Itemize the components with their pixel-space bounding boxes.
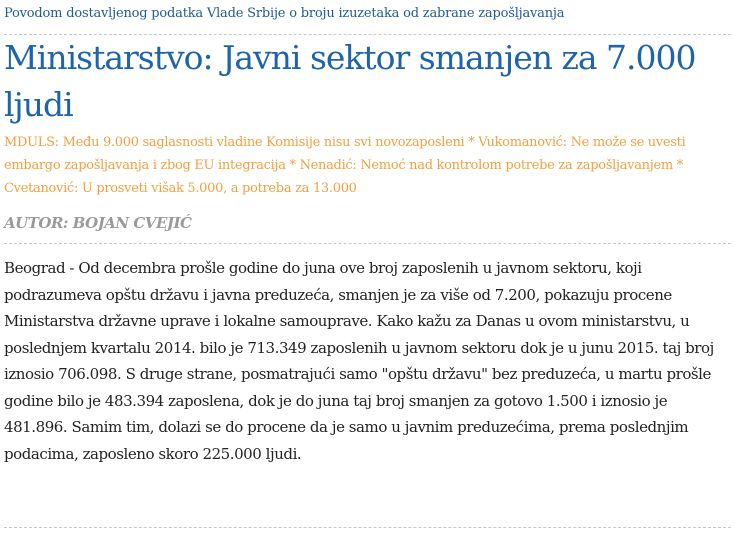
article-subtitle: MDULS: Među 9.000 saglasnosti vladine Komisije nisu svi novozaposleni * Vukomanović: Ne može se uvesti embargo zapošljavanja i zbog EU integracija * Nenadić: Nemoć nad kontrolom potrebe za zapošljavanjem * Cvetanović: U prosveti višak 5.000, a potreba za 13.000: [4, 135, 686, 196]
article-kicker: Povodom dostavljenog podatka Vlade Srbije o broju izuzetaka od zabrane zapošljavanja: [4, 6, 565, 21]
divider: [4, 527, 731, 528]
article-title: Ministarstvo: Javni sektor smanjen za 7.000 ljudi: [4, 38, 696, 124]
article-body: Beograd - Od decembra prošle godine do juna ove broj zaposlenih u javnom sektoru, koji podrazumeva opštu državu i javna preduzeća, smanjen je za više od 7.200, pokazuju procene Ministarstva državne uprave i lokalne samouprave. Kako kažu za Danas u ovom ministarstvu, u poslednjem kvartalu 2014. bilo je 713.349 zaposlenih u javnom sektoru dok je u junu 2015. taj broj iznosio 706.098. S druge strane, posmatrajući samo "opštu državu" bez preduzeća, u martu prošle godine bilo je 483.394 zaposlena, dok je do juna taj broj smanjen za gotovo 1.500 i iznosio je 481.896. Samim tim, dolazi se do procene da je samo u javnim preduzećima, prema poslednjim podacima, zaposleno skoro 225.000 ljudi.: [4, 259, 714, 463]
article-author: AUTOR: BOJAN CVEJIĆ: [4, 214, 192, 232]
divider: [4, 243, 731, 244]
